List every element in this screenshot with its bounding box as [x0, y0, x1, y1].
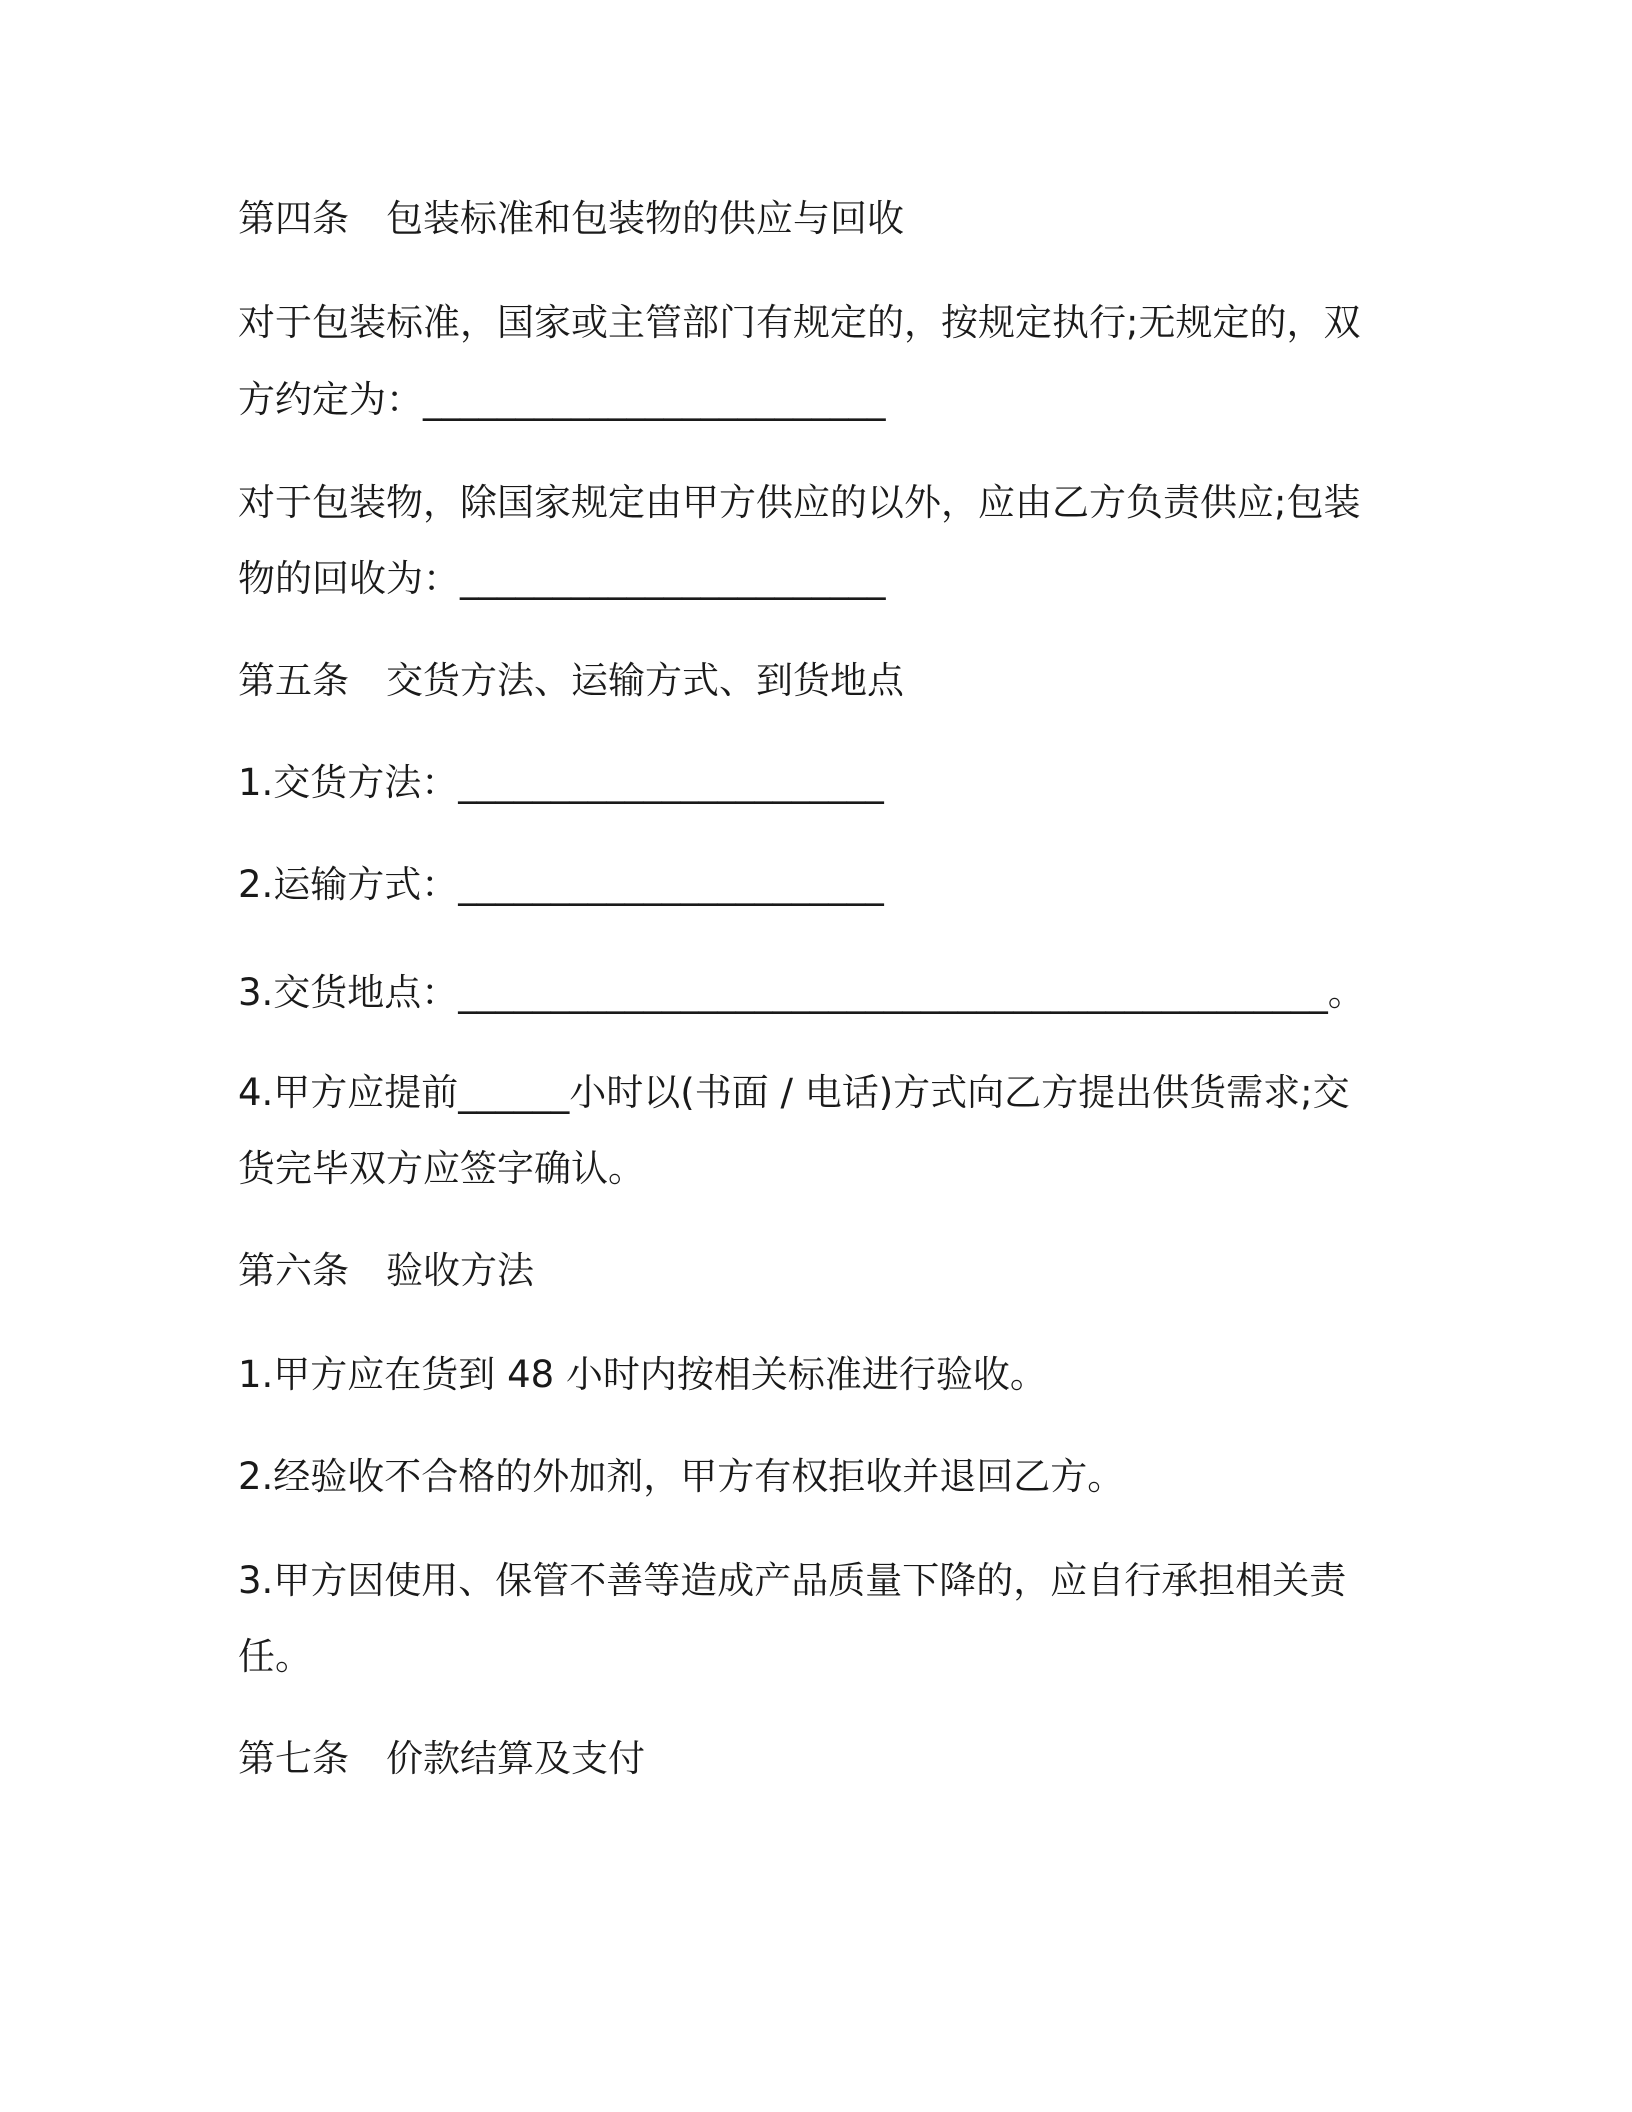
list-item: 3.甲方因使用、保管不善等造成产品质量下降的，应自行承担相关责: [238, 1559, 1347, 1602]
list-item: 1.交货方法：_______________________: [238, 761, 884, 804]
article-4-heading: 第四条 包装标准和包装物的供应与回收: [238, 197, 904, 240]
list-item: 2.经验收不合格的外加剂，甲方有权拒收并退回乙方。: [238, 1455, 1125, 1498]
paragraph-line: 物的回收为：_______________________: [238, 557, 886, 600]
list-item: 4.甲方应提前______小时以(书面 / 电话)方式向乙方提出供货需求;交: [238, 1071, 1350, 1114]
article-6-heading: 第六条 验收方法: [238, 1249, 534, 1292]
article-7-heading: 第七条 价款结算及支付: [238, 1737, 645, 1780]
paragraph-line: 对于包装物，除国家规定由甲方供应的以外，应由乙方负责供应;包装: [238, 481, 1361, 524]
paragraph-line: 货完毕双方应签字确认。: [238, 1147, 645, 1190]
article-5-heading: 第五条 交货方法、运输方式、到货地点: [238, 659, 904, 702]
list-item: 2.运输方式：_______________________: [238, 863, 884, 906]
paragraph-line: 方约定为：_________________________: [238, 378, 886, 421]
list-item: 1.甲方应在货到 48 小时内按相关标准进行验收。: [238, 1353, 1047, 1396]
paragraph-line: 任。: [238, 1635, 312, 1678]
paragraph-line: 对于包装标准，国家或主管部门有规定的，按规定执行;无规定的，双: [238, 301, 1361, 344]
list-item: 3.交货地点：_______________________________________________。: [238, 971, 1365, 1014]
